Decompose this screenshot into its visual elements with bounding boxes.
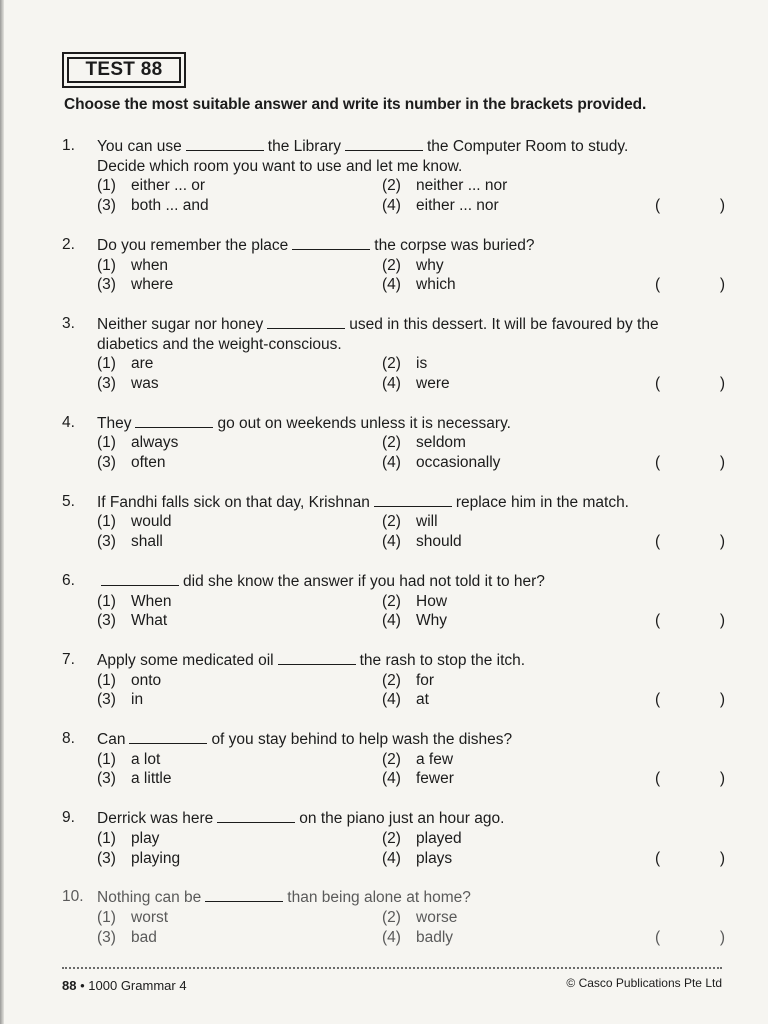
stem-text: Apply some medicated oil bbox=[97, 651, 274, 669]
option-text: neither ... nor bbox=[416, 177, 508, 195]
answer-blank[interactable] bbox=[205, 887, 283, 902]
option-text: a few bbox=[416, 750, 454, 768]
option-text: was bbox=[131, 374, 159, 392]
test-title-box bbox=[62, 52, 186, 88]
answer-option bbox=[97, 354, 153, 374]
answer-option bbox=[382, 176, 507, 196]
answer-blank[interactable] bbox=[135, 413, 213, 428]
answer-option bbox=[382, 512, 438, 532]
stem-text: go out on weekends unless it is necessary. bbox=[217, 414, 511, 432]
answer-option bbox=[97, 196, 209, 216]
option-text: When bbox=[131, 592, 172, 610]
question-number: 6. bbox=[62, 571, 75, 589]
answer-bracket[interactable] bbox=[655, 374, 725, 394]
question-stem bbox=[97, 729, 732, 750]
question-stem bbox=[97, 571, 732, 592]
option-text: What bbox=[131, 612, 168, 630]
option-number: (1) bbox=[97, 908, 116, 926]
option-number: (3) bbox=[97, 533, 116, 551]
answer-option bbox=[97, 256, 168, 276]
answer-option bbox=[382, 592, 447, 612]
stem-text: the Library bbox=[267, 138, 341, 155]
answer-option bbox=[97, 176, 205, 196]
instruction-text: Choose the most suitable answer and write its number in the brackets provided. bbox=[64, 96, 647, 113]
option-text: at bbox=[416, 691, 429, 709]
stem-text: the Computer Room to study. bbox=[427, 138, 629, 155]
option-text: will bbox=[416, 513, 438, 531]
answer-option bbox=[382, 433, 466, 453]
stem-text: Neither sugar nor honey bbox=[97, 315, 264, 333]
option-text: play bbox=[131, 829, 160, 847]
stem-text: did she know the answer if you had not told it to her? bbox=[183, 572, 545, 590]
question-item bbox=[62, 650, 732, 710]
answer-blank[interactable] bbox=[345, 136, 423, 151]
option-text: played bbox=[416, 829, 462, 847]
option-text: both ... and bbox=[131, 197, 209, 215]
bracket-close: ) bbox=[719, 374, 725, 392]
answer-options bbox=[97, 433, 732, 472]
answer-bracket[interactable] bbox=[655, 453, 725, 473]
option-text: plays bbox=[416, 849, 453, 867]
bracket-close: ) bbox=[719, 612, 725, 630]
question-body bbox=[97, 136, 732, 216]
question-stem bbox=[97, 650, 732, 671]
answer-options bbox=[97, 908, 732, 947]
bracket-open: ( bbox=[655, 770, 661, 788]
option-text: bad bbox=[131, 928, 157, 946]
answer-bracket[interactable] bbox=[655, 611, 725, 631]
question-stem bbox=[97, 314, 732, 335]
question-item bbox=[62, 235, 732, 295]
option-number: (1) bbox=[97, 513, 116, 531]
option-number: (2) bbox=[382, 434, 401, 452]
answer-bracket[interactable] bbox=[655, 769, 725, 789]
option-number: (1) bbox=[97, 671, 116, 689]
option-text: are bbox=[131, 355, 154, 373]
answer-option bbox=[382, 611, 447, 631]
answer-blank[interactable] bbox=[374, 492, 452, 507]
question-item bbox=[62, 136, 732, 216]
question-number: 3. bbox=[62, 314, 75, 332]
answer-option bbox=[97, 532, 163, 552]
option-text: seldom bbox=[416, 434, 466, 452]
answer-option bbox=[97, 453, 165, 473]
answer-option bbox=[382, 750, 453, 770]
stem-text: of you stay behind to help wash the dishes? bbox=[211, 731, 513, 749]
option-text: in bbox=[131, 691, 144, 709]
copyright-text: © Casco Publications Pte Ltd bbox=[566, 976, 722, 990]
question-number: 10. bbox=[62, 888, 84, 906]
bracket-close: ) bbox=[719, 928, 725, 946]
footer-book-info bbox=[62, 978, 187, 993]
bracket-close: ) bbox=[719, 197, 725, 215]
answer-option bbox=[382, 769, 454, 789]
answer-option bbox=[382, 908, 457, 928]
option-text: should bbox=[416, 533, 462, 551]
question-number: 2. bbox=[62, 235, 75, 253]
answer-option bbox=[382, 275, 456, 295]
option-number: (1) bbox=[97, 355, 116, 373]
option-number: (3) bbox=[97, 374, 116, 392]
option-number: (3) bbox=[97, 928, 116, 946]
option-text: playing bbox=[131, 849, 181, 867]
option-number: (4) bbox=[382, 849, 401, 867]
question-list bbox=[62, 136, 732, 966]
answer-bracket[interactable] bbox=[655, 849, 725, 869]
option-text: often bbox=[131, 454, 166, 472]
question-item bbox=[62, 314, 732, 394]
stem-text: the rash to stop the itch. bbox=[359, 651, 526, 669]
answer-blank[interactable] bbox=[129, 729, 207, 744]
option-text: were bbox=[416, 374, 450, 392]
option-number: (1) bbox=[97, 592, 116, 610]
answer-option bbox=[97, 592, 172, 612]
question-item bbox=[62, 492, 732, 552]
option-text: a lot bbox=[131, 750, 161, 768]
bracket-open: ( bbox=[655, 691, 661, 709]
question-body bbox=[97, 413, 732, 473]
option-number: (3) bbox=[97, 197, 116, 215]
question-stem-continued: diabetics and the weight-conscious. bbox=[97, 335, 342, 353]
question-number: 5. bbox=[62, 492, 75, 510]
option-text: Why bbox=[416, 612, 447, 630]
option-number: (3) bbox=[97, 612, 116, 630]
option-text: occasionally bbox=[416, 454, 501, 472]
answer-options bbox=[97, 829, 732, 868]
stem-text: Nothing can be bbox=[97, 889, 202, 907]
option-number: (4) bbox=[382, 276, 401, 294]
option-number: (2) bbox=[382, 177, 401, 195]
bracket-open: ( bbox=[655, 276, 661, 294]
option-text: why bbox=[416, 256, 444, 274]
option-text: would bbox=[131, 513, 172, 531]
stem-text: They bbox=[97, 414, 132, 432]
option-number: (4) bbox=[382, 770, 401, 788]
answer-option bbox=[382, 256, 444, 276]
bracket-open: ( bbox=[655, 849, 661, 867]
question-item bbox=[62, 887, 732, 947]
question-stem bbox=[97, 808, 732, 829]
stem-text: on the piano just an hour ago. bbox=[299, 810, 505, 828]
answer-bracket[interactable] bbox=[655, 690, 725, 710]
question-number: 1. bbox=[62, 137, 75, 154]
option-text: worst bbox=[131, 908, 169, 926]
question-body bbox=[97, 887, 732, 947]
answer-option bbox=[97, 433, 178, 453]
option-text: fewer bbox=[416, 770, 454, 788]
answer-option bbox=[97, 690, 143, 710]
option-number: (4) bbox=[382, 374, 401, 392]
question-item bbox=[62, 729, 732, 789]
test-title: TEST 88 bbox=[67, 57, 181, 83]
answer-option bbox=[97, 769, 172, 789]
option-text: How bbox=[416, 592, 448, 610]
question-stem bbox=[97, 492, 732, 513]
answer-option bbox=[382, 453, 500, 473]
answer-blank[interactable] bbox=[186, 136, 264, 151]
question-body bbox=[97, 235, 732, 295]
stem-text: Derrick was here bbox=[97, 810, 214, 828]
answer-options bbox=[97, 354, 732, 393]
option-number: (3) bbox=[97, 849, 116, 867]
stem-text: than being alone at home? bbox=[287, 889, 471, 907]
stem-text: Do you remember the place bbox=[97, 236, 289, 254]
answer-blank[interactable] bbox=[292, 235, 370, 250]
answer-option bbox=[382, 690, 429, 710]
stem-text: Can bbox=[97, 731, 126, 749]
bracket-open: ( bbox=[655, 454, 661, 472]
question-stem bbox=[97, 887, 732, 908]
footer-bullet: • bbox=[80, 978, 85, 993]
option-text: shall bbox=[131, 533, 163, 551]
bracket-open: ( bbox=[655, 374, 661, 392]
option-number: (4) bbox=[382, 454, 401, 472]
answer-blank[interactable] bbox=[101, 571, 179, 586]
option-text: always bbox=[131, 434, 179, 452]
stem-text: You can use bbox=[97, 138, 182, 155]
option-number: (2) bbox=[382, 592, 401, 610]
option-number: (4) bbox=[382, 197, 401, 215]
stem-text: used in this dessert. It will be favoured by the bbox=[349, 315, 659, 333]
answer-blank[interactable] bbox=[217, 808, 295, 823]
question-body bbox=[97, 314, 732, 394]
bracket-open: ( bbox=[655, 533, 661, 551]
option-text: badly bbox=[416, 928, 454, 946]
answer-option bbox=[97, 275, 173, 295]
answer-option bbox=[97, 611, 167, 631]
bracket-close: ) bbox=[719, 533, 725, 551]
option-number: (2) bbox=[382, 829, 401, 847]
option-number: (2) bbox=[382, 908, 401, 926]
answer-option bbox=[382, 196, 499, 216]
answer-options bbox=[97, 592, 732, 631]
answer-options bbox=[97, 176, 732, 215]
answer-bracket[interactable] bbox=[655, 532, 725, 552]
option-number: (4) bbox=[382, 533, 401, 551]
option-text: where bbox=[131, 276, 174, 294]
option-text: either ... nor bbox=[416, 197, 499, 215]
book-title: 1000 Grammar 4 bbox=[88, 978, 187, 993]
question-item bbox=[62, 413, 732, 473]
answer-options bbox=[97, 750, 732, 789]
option-text: which bbox=[416, 276, 456, 294]
question-stem-continued: Decide which room you want to use and let me know. bbox=[97, 157, 463, 175]
answer-blank[interactable] bbox=[278, 650, 356, 665]
option-text: when bbox=[131, 256, 169, 274]
question-stem bbox=[97, 413, 732, 434]
bracket-open: ( bbox=[655, 612, 661, 630]
option-number: (1) bbox=[97, 256, 116, 274]
option-number: (4) bbox=[382, 612, 401, 630]
option-text: onto bbox=[131, 671, 162, 689]
question-item bbox=[62, 808, 732, 868]
answer-option bbox=[382, 849, 452, 869]
question-number: 7. bbox=[62, 650, 75, 668]
question-stem bbox=[97, 235, 732, 256]
answer-option bbox=[382, 829, 462, 849]
answer-option bbox=[97, 829, 159, 849]
option-number: (2) bbox=[382, 750, 401, 768]
option-number: (3) bbox=[97, 454, 116, 472]
option-number: (2) bbox=[382, 671, 401, 689]
question-body bbox=[97, 808, 732, 868]
option-text: for bbox=[416, 671, 435, 689]
answer-option bbox=[97, 512, 172, 532]
bracket-close: ) bbox=[719, 276, 725, 294]
question-body bbox=[97, 650, 732, 710]
answer-option bbox=[97, 849, 180, 869]
answer-option bbox=[97, 750, 160, 770]
option-text: either ... or bbox=[131, 177, 206, 195]
question-stem bbox=[97, 136, 732, 157]
answer-option bbox=[382, 374, 450, 394]
option-number: (2) bbox=[382, 355, 401, 373]
option-number: (3) bbox=[97, 691, 116, 709]
answer-option bbox=[97, 908, 168, 928]
answer-bracket[interactable] bbox=[655, 275, 725, 295]
question-number: 8. bbox=[62, 730, 75, 748]
bracket-close: ) bbox=[719, 770, 725, 788]
option-number: (4) bbox=[382, 928, 401, 946]
page-edge-shadow bbox=[0, 0, 4, 1024]
answer-option bbox=[97, 374, 159, 394]
answer-option bbox=[382, 928, 453, 948]
option-number: (4) bbox=[382, 691, 401, 709]
question-body bbox=[97, 571, 732, 631]
question-body bbox=[97, 492, 732, 552]
bracket-close: ) bbox=[719, 849, 725, 867]
answer-option bbox=[382, 354, 427, 374]
answer-option bbox=[97, 671, 161, 691]
question-number: 4. bbox=[62, 413, 75, 431]
page-number: 88 bbox=[62, 978, 77, 993]
stem-text: replace him in the match. bbox=[455, 493, 629, 511]
option-number: (2) bbox=[382, 513, 401, 531]
answer-options bbox=[97, 512, 732, 551]
bracket-open: ( bbox=[655, 928, 661, 946]
option-number: (3) bbox=[97, 276, 116, 294]
stem-text: If Fandhi falls sick on that day, Krishnan bbox=[97, 493, 370, 511]
bracket-close: ) bbox=[719, 454, 725, 472]
answer-bracket[interactable] bbox=[655, 928, 725, 948]
answer-blank[interactable] bbox=[267, 314, 345, 329]
option-number: (1) bbox=[97, 750, 116, 768]
bracket-open: ( bbox=[655, 197, 661, 215]
option-text: is bbox=[416, 355, 428, 373]
option-number: (1) bbox=[97, 829, 116, 847]
stem-text: the corpse was buried? bbox=[374, 236, 535, 254]
answer-option bbox=[382, 671, 434, 691]
option-number: (1) bbox=[97, 434, 116, 452]
option-number: (1) bbox=[97, 177, 116, 195]
footer-divider bbox=[62, 967, 722, 969]
answer-option bbox=[382, 532, 462, 552]
question-number: 9. bbox=[62, 809, 75, 827]
option-number: (2) bbox=[382, 256, 401, 274]
answer-options bbox=[97, 256, 732, 295]
answer-options bbox=[97, 671, 732, 710]
question-body bbox=[97, 729, 732, 789]
option-text: worse bbox=[416, 908, 458, 926]
answer-bracket[interactable] bbox=[655, 196, 725, 216]
option-number: (3) bbox=[97, 770, 116, 788]
question-item bbox=[62, 571, 732, 631]
option-text: a little bbox=[131, 770, 172, 788]
answer-option bbox=[97, 928, 157, 948]
bracket-close: ) bbox=[719, 691, 725, 709]
